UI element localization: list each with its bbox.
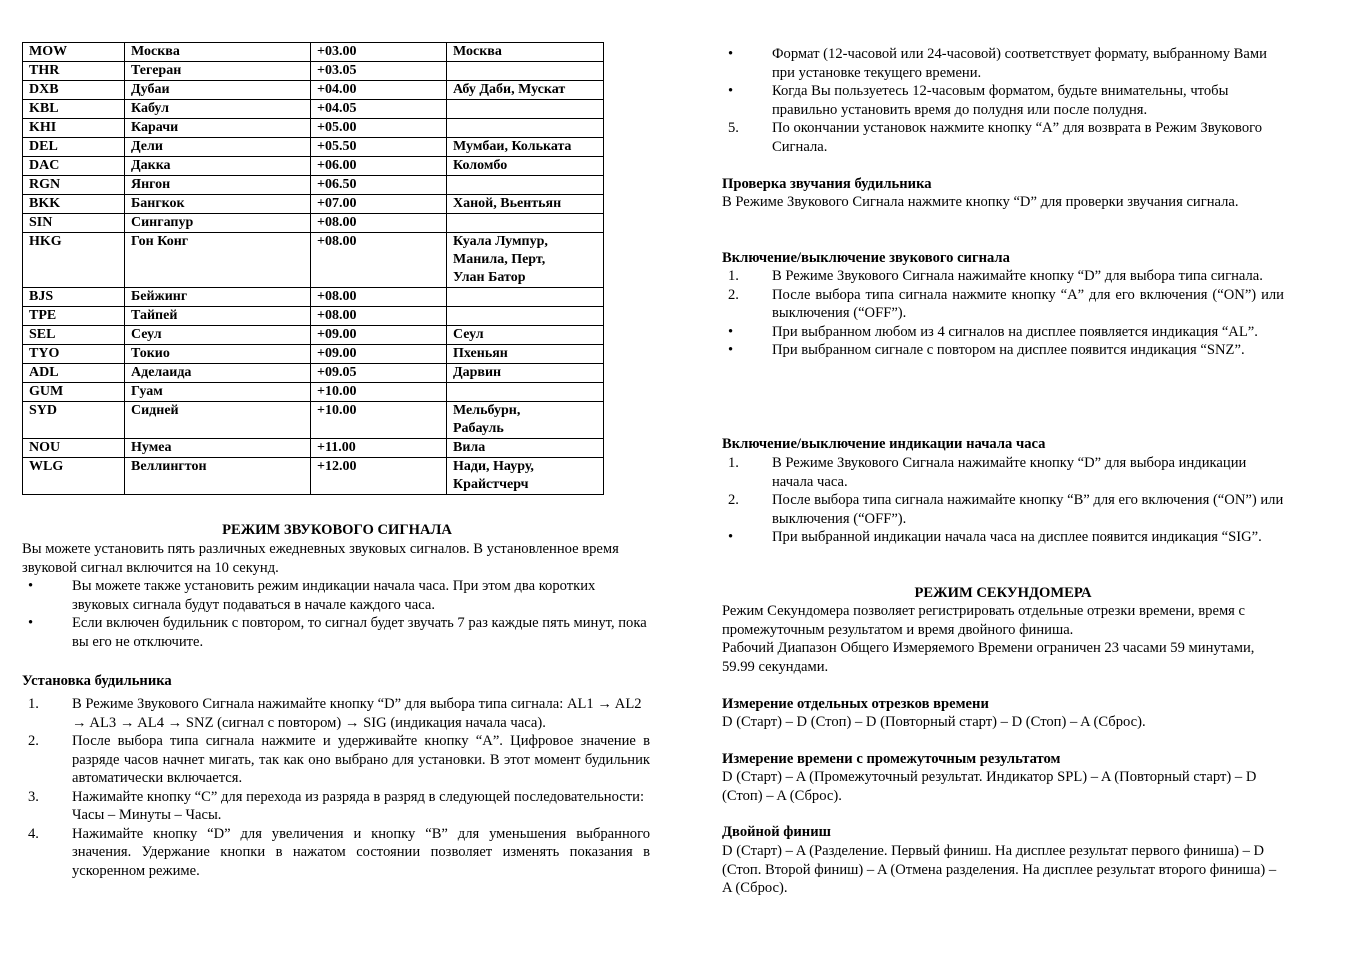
table-row xyxy=(23,402,604,439)
stopwatch-range: Рабочий Диапазон Общего Измеряемого Времени ограничен 23 часами 59 минутами, 59.99 секундами. xyxy=(722,640,1255,675)
tz-also-cell: Вила xyxy=(447,439,604,458)
tz-city-cell: Сидней xyxy=(125,402,311,439)
list-item xyxy=(22,695,650,732)
step-number: 2. xyxy=(728,492,739,508)
tz-city-cell: Бейжинг xyxy=(125,288,311,307)
tz-code-cell: RGN xyxy=(23,176,125,195)
step-text: В Режиме Звукового Сигнала нажимайте кнопку “D” для выбора типа сигнала: AL1 → AL2 → AL3 → AL4 → SNZ (сигнал с повтором) → SIG (индикация начала часа). xyxy=(72,696,642,731)
table-row xyxy=(23,458,604,495)
tz-offset-cell: +05.50 xyxy=(311,138,447,157)
tz-also-cell: Москва xyxy=(447,43,604,62)
tz-offset-cell: +08.00 xyxy=(311,288,447,307)
tz-offset-cell: +04.00 xyxy=(311,81,447,100)
tz-city-cell: Дели xyxy=(125,138,311,157)
table-row xyxy=(23,100,604,119)
tz-also-cell: Дарвин xyxy=(447,364,604,383)
table-row xyxy=(23,119,604,138)
tz-offset-cell: +09.00 xyxy=(311,345,447,364)
table-row xyxy=(23,62,604,81)
bullet-text: Вы можете также установить режим индикации начала часа. При этом два коротких звуковых сигнала будут подаваться в начале каждого часа. xyxy=(72,578,596,613)
hourly-signal-title: Включение/выключение индикации начала часа xyxy=(722,436,1046,452)
tz-also-cell: Сеул xyxy=(447,326,604,345)
step-number: 3. xyxy=(28,788,39,805)
hourly-signal-list xyxy=(722,454,1284,547)
tz-offset-cell: +10.00 xyxy=(311,402,447,439)
list-item xyxy=(722,528,1284,547)
step-number: 1. xyxy=(28,696,39,712)
list-item xyxy=(22,788,650,825)
tz-offset-cell: +06.00 xyxy=(311,157,447,176)
tz-code-cell: BKK xyxy=(23,195,125,214)
alarm-setting-title: Установка будильника xyxy=(22,673,172,689)
double-finish-text: D (Старт) – A (Разделение. Первый финиш. На дисплее результат первого финиша) – D (Стоп. Второй финиш) – A (Отмена разделения. На дисплее результат второго финиша) – A (Сброс). xyxy=(722,843,1277,896)
list-item xyxy=(22,732,650,788)
tz-offset-cell: +03.00 xyxy=(311,43,447,62)
step-text: После выбора типа сигнала нажимайте кнопку “B” для его включения (“ON”) или выключения (“OFF”). xyxy=(772,492,1284,527)
alarm-mode-intro: Вы можете установить пять различных ежедневных звуковых сигналов. В установленное время звуковой сигнал включится на 10 секунд. xyxy=(22,541,619,576)
tz-offset-cell: +05.00 xyxy=(311,119,447,138)
table-row xyxy=(23,138,604,157)
step-number: 5. xyxy=(728,120,739,136)
tz-code-cell: DAC xyxy=(23,157,125,176)
step-text: В Режиме Звукового Сигнала нажимайте кнопку “D” для выбора типа сигнала. xyxy=(772,268,1263,284)
split-time-title: Измерение отдельных отрезков времени xyxy=(722,696,989,712)
alarm-onoff-list xyxy=(722,267,1284,360)
tz-also-cell xyxy=(447,62,604,81)
tz-city-cell: Дубаи xyxy=(125,81,311,100)
table-row xyxy=(23,195,604,214)
tz-offset-cell: +12.00 xyxy=(311,458,447,495)
tz-city-cell: Веллингтон xyxy=(125,458,311,495)
table-row xyxy=(23,383,604,402)
tz-city-cell: Тайпей xyxy=(125,307,311,326)
tz-code-cell: SYD xyxy=(23,402,125,439)
tz-offset-cell: +09.00 xyxy=(311,326,447,345)
alarm-format-notes xyxy=(722,45,1284,156)
bullet-text: При выбранном любом из 4 сигналов на дисплее появляется индикация “AL”. xyxy=(772,323,1258,340)
table-row xyxy=(23,345,604,364)
tz-code-cell: KHI xyxy=(23,119,125,138)
tz-offset-cell: +03.05 xyxy=(311,62,447,81)
tz-code-cell: KBL xyxy=(23,100,125,119)
tz-code-cell: DEL xyxy=(23,138,125,157)
list-item xyxy=(722,341,1284,360)
tz-offset-cell: +07.00 xyxy=(311,195,447,214)
alarm-mode-title: РЕЖИМ ЗВУКОВОГО СИГНАЛА xyxy=(222,522,452,538)
step-number: 1. xyxy=(728,268,739,284)
alarm-check-text: В Режиме Звукового Сигнала нажмите кнопку “D” для проверки звучания сигнала. xyxy=(722,194,1239,210)
bullet-text: При выбранной индикации начала часа на дисплее появится индикация “SIG”. xyxy=(772,529,1262,545)
tz-also-cell xyxy=(447,100,604,119)
bullet-text: Когда Вы пользуетесь 12-часовым форматом, будьте внимательны, чтобы правильно установить время до полудня или после полудня. xyxy=(772,83,1229,118)
tz-code-cell: ADL xyxy=(23,364,125,383)
alarm-check-title: Проверка звучания будильника xyxy=(722,176,932,192)
table-row xyxy=(23,288,604,307)
table-row xyxy=(23,157,604,176)
tz-code-cell: TYO xyxy=(23,345,125,364)
tz-city-cell: Нумеа xyxy=(125,439,311,458)
bullet-icon: • xyxy=(28,615,34,631)
list-item xyxy=(722,267,1284,286)
bullet-text: Формат (12-часовой или 24-часовой) соответствует формату, выбранному Вами при установке текущего времени. xyxy=(772,46,1267,81)
bullet-text: Если включен будильник с повтором, то сигнал будет звучать 7 раз каждые пять минут, пока вы его не отключите. xyxy=(72,615,647,650)
bullet-icon: • xyxy=(28,578,34,594)
tz-code-cell: THR xyxy=(23,62,125,81)
list-item xyxy=(722,286,1284,323)
step-text: После выбора типа сигнала нажмите и удерживайте кнопку “A”. Цифровое значение в разряде часов начнет мигать, так как оно выбрано для установки. В этот момент будильник автоматически включается. xyxy=(72,733,650,786)
tz-code-cell: NOU xyxy=(23,439,125,458)
alarm-mode-bullets xyxy=(22,577,652,651)
tz-city-cell: Тегеран xyxy=(125,62,311,81)
alarm-setting-steps xyxy=(22,695,650,880)
tz-code-cell: MOW xyxy=(23,43,125,62)
step-number: 2. xyxy=(28,733,39,749)
tz-also-cell xyxy=(447,119,604,138)
tz-offset-cell: +06.50 xyxy=(311,176,447,195)
split-time-text: D (Старт) – D (Стоп) – D (Повторный старт) – D (Стоп) – A (Сброс). xyxy=(722,714,1146,730)
bullet-icon: • xyxy=(728,46,734,62)
table-row xyxy=(23,326,604,345)
list-item xyxy=(722,323,1284,342)
tz-offset-cell: +08.00 xyxy=(311,307,447,326)
table-row xyxy=(23,43,604,62)
tz-city-cell: Янгон xyxy=(125,176,311,195)
tz-also-cell xyxy=(447,176,604,195)
tz-city-cell: Сеул xyxy=(125,326,311,345)
bullet-text: При выбранном сигнале с повтором на дисплее появится индикация “SNZ”. xyxy=(772,342,1245,358)
tz-offset-cell: +10.00 xyxy=(311,383,447,402)
tz-also-cell: Абу Даби, Мускат xyxy=(447,81,604,100)
step-text: Нажимайте кнопку “D” для увеличения и кнопку “B” для уменьшения выбранного значения. Удержание кнопки в нажатом состоянии позволяет изменять показания в ускоренном режиме. xyxy=(72,825,650,879)
stopwatch-intro: Режим Секундомера позволяет регистрировать отдельные отрезки времени, время с промежуточным результатом и время двойного финиша. xyxy=(722,603,1246,638)
lap-time-title: Измерение времени с промежуточным результатом xyxy=(722,751,1061,767)
step-number: 4. xyxy=(28,825,39,842)
tz-offset-cell: +09.05 xyxy=(311,364,447,383)
tz-city-cell: Токио xyxy=(125,345,311,364)
tz-city-cell: Дакка xyxy=(125,157,311,176)
tz-offset-cell: +08.00 xyxy=(311,233,447,288)
tz-also-cell: Нади, Науру, Крайстчерч xyxy=(447,458,604,495)
tz-also-cell: Коломбо xyxy=(447,157,604,176)
list-item xyxy=(22,577,652,614)
tz-code-cell: SIN xyxy=(23,214,125,233)
tz-city-cell: Бангкок xyxy=(125,195,311,214)
stopwatch-mode-title: РЕЖИМ СЕКУНДОМЕРА xyxy=(914,585,1092,601)
table-row xyxy=(23,214,604,233)
tz-also-cell: Ханой, Вьентьян xyxy=(447,195,604,214)
list-item xyxy=(722,45,1284,82)
step-text: В Режиме Звукового Сигнала нажимайте кнопку “D” для выбора индикации начала часа. xyxy=(772,455,1247,490)
tz-offset-cell: +11.00 xyxy=(311,439,447,458)
bullet-icon: • xyxy=(728,529,734,545)
timezone-table-body xyxy=(23,43,604,495)
list-item xyxy=(22,614,652,651)
tz-city-cell: Сингапур xyxy=(125,214,311,233)
tz-also-cell: Мельбурн, Рабауль xyxy=(447,402,604,439)
step-number: 1. xyxy=(728,455,739,471)
list-item xyxy=(722,82,1284,119)
bullet-icon: • xyxy=(728,342,734,358)
tz-code-cell: TPE xyxy=(23,307,125,326)
table-row xyxy=(23,439,604,458)
list-item xyxy=(722,119,1284,156)
list-item xyxy=(722,454,1284,491)
bullet-icon: • xyxy=(728,323,734,340)
tz-also-cell xyxy=(447,288,604,307)
table-row xyxy=(23,176,604,195)
tz-city-cell: Гон Конг xyxy=(125,233,311,288)
tz-code-cell: WLG xyxy=(23,458,125,495)
tz-city-cell: Кабул xyxy=(125,100,311,119)
tz-offset-cell: +04.05 xyxy=(311,100,447,119)
list-item xyxy=(22,825,650,881)
tz-also-cell xyxy=(447,307,604,326)
tz-city-cell: Москва xyxy=(125,43,311,62)
alarm-onoff-title: Включение/выключение звукового сигнала xyxy=(722,250,1010,266)
tz-code-cell: BJS xyxy=(23,288,125,307)
tz-offset-cell: +08.00 xyxy=(311,214,447,233)
tz-code-cell: DXB xyxy=(23,81,125,100)
tz-code-cell: HKG xyxy=(23,233,125,288)
step-text: По окончании установок нажмите кнопку “A” для возврата в Режим Звукового Сигнала. xyxy=(772,120,1263,155)
step-text: После выбора типа сигнала нажмите кнопку “A” для его включения (“ON”) или выключения (“OFF”). xyxy=(772,286,1284,321)
tz-also-cell xyxy=(447,383,604,402)
tz-also-cell xyxy=(447,214,604,233)
bullet-icon: • xyxy=(728,83,734,99)
tz-city-cell: Карачи xyxy=(125,119,311,138)
tz-also-cell: Мумбаи, Колькатa xyxy=(447,138,604,157)
timezone-table xyxy=(22,42,604,495)
table-row xyxy=(23,81,604,100)
step-number: 2. xyxy=(728,286,739,303)
double-finish-title: Двойной финиш xyxy=(722,824,831,840)
tz-city-cell: Гуам xyxy=(125,383,311,402)
tz-also-cell: Куала Лумпур, Манила, Перт, Улан Батор xyxy=(447,233,604,288)
list-item xyxy=(722,491,1284,528)
tz-code-cell: SEL xyxy=(23,326,125,345)
table-row xyxy=(23,307,604,326)
tz-also-cell: Пхеньян xyxy=(447,345,604,364)
tz-city-cell: Аделаида xyxy=(125,364,311,383)
tz-code-cell: GUM xyxy=(23,383,125,402)
table-row xyxy=(23,364,604,383)
step-text: Нажимайте кнопку “C” для перехода из разряда в разряд в следующей последовательности: Часы – Минуты – Часы. xyxy=(72,788,644,823)
table-row xyxy=(23,233,604,288)
lap-time-text: D (Старт) – A (Промежуточный результат. Индикатор SPL) – A (Повторный старт) – D (Стоп) – A (Сброс). xyxy=(722,769,1257,804)
